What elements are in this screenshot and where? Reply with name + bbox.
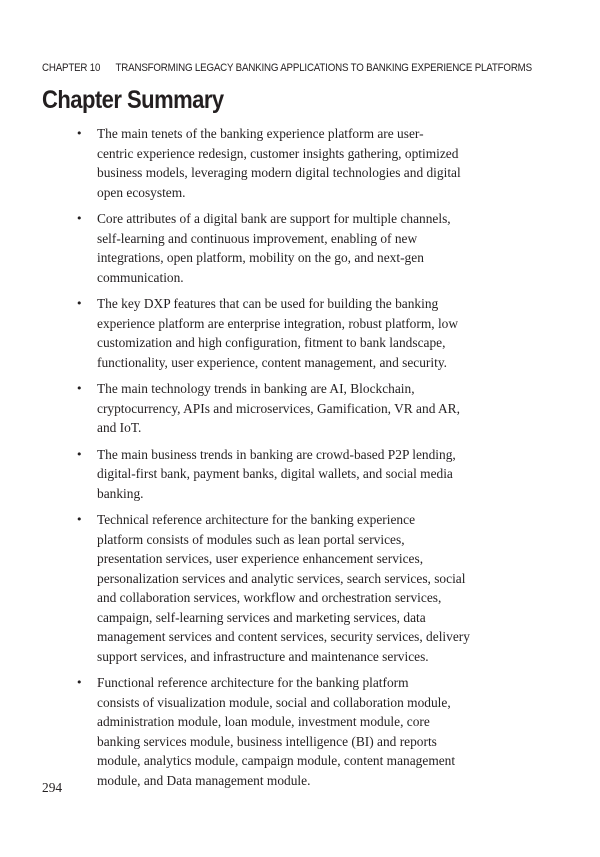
text-line: digital-first bank, payment banks, digital wallets, and social media <box>97 466 453 481</box>
list-item <box>0 510 600 666</box>
text-line: communication. <box>97 269 184 285</box>
text-line: functionality, user experience, content management, and security. <box>97 354 447 370</box>
list-item <box>0 209 600 287</box>
bullet-icon: • <box>76 212 83 225</box>
bullet-icon: • <box>76 382 83 395</box>
text-line: integrations, open platform, mobility on the go, and next-gen <box>97 250 424 265</box>
text-line: consists of visualization module, social and collaboration module, <box>97 694 451 710</box>
bullet-text <box>97 673 600 790</box>
page-number: 294 <box>42 780 63 795</box>
text-line: and collaboration services, workflow and orchestration services, <box>97 590 442 605</box>
text-line: Technical reference architecture for the banking experience <box>97 512 416 527</box>
list-item <box>0 379 600 438</box>
bullet-icon: • <box>76 297 83 310</box>
text-line: business models, leveraging modern digital technologies and digital <box>97 165 461 180</box>
bullet-icon: • <box>76 513 83 526</box>
bullet-text <box>97 379 600 438</box>
text-line: personalization services and analytic services, search services, social <box>97 570 466 586</box>
text-line: The main tenets of the banking experience platform are user- <box>97 126 424 141</box>
running-header <box>42 62 532 74</box>
text-line: Core attributes of a digital bank are support for multiple channels, <box>97 211 451 226</box>
summary-list <box>0 124 600 797</box>
bullet-icon: • <box>76 127 83 140</box>
text-line: banking services module, business intelligence (BI) and reports <box>97 733 437 749</box>
text-line: platform consists of modules such as lean portal services, <box>97 531 405 547</box>
text-line: self-learning and continuous improvement, enabling of new <box>97 230 418 246</box>
text-line: Functional reference architecture for the banking platform <box>97 675 409 690</box>
text-line: open ecosystem. <box>97 184 186 200</box>
list-item <box>0 445 600 504</box>
list-item <box>0 294 600 372</box>
text-line: The main technology trends in banking are AI, Blockchain, <box>97 381 415 396</box>
bullet-icon: • <box>76 676 83 689</box>
text-line: The key DXP features that can be used for building the banking <box>97 296 439 311</box>
text-line: The main business trends in banking are crowd-based P2P lending, <box>97 446 456 462</box>
text-line: and IoT. <box>97 420 142 435</box>
list-item <box>0 673 600 790</box>
text-line: module, and Data management module. <box>97 772 311 788</box>
list-item <box>0 124 600 202</box>
text-line: centric experience redesign, customer insights gathering, optimized <box>97 145 459 161</box>
text-line: support services, and infrastructure and maintenance services. <box>97 648 429 664</box>
bullet-text <box>97 209 600 287</box>
chapter-number: CHAPTER 10 <box>42 62 101 74</box>
text-line: banking. <box>97 485 144 501</box>
text-line: presentation services, user experience enhancement services, <box>97 551 424 566</box>
section-heading: Chapter Summary <box>42 86 224 114</box>
text-line: cryptocurrency, APIs and microservices, Gamification, VR and AR, <box>97 400 460 416</box>
text-line: management services and content services, security services, delivery <box>97 629 470 644</box>
bullet-text <box>97 445 600 504</box>
text-line: module, analytics module, campaign module, content management <box>97 753 456 768</box>
text-line: campaign, self-learning services and marketing services, data <box>97 609 426 625</box>
text-line: administration module, loan module, investment module, core <box>97 714 430 729</box>
text-line: customization and high configuration, fitment to bank landscape, <box>97 335 446 350</box>
bullet-text <box>97 510 600 666</box>
bullet-icon: • <box>76 447 83 461</box>
chapter-title: TRANSFORMING LEGACY BANKING APPLICATIONS TO BANKING EXPERIENCE PLATFORMS <box>115 62 532 74</box>
text-line: experience platform are enterprise integration, robust platform, low <box>97 315 459 331</box>
bullet-text <box>97 294 600 372</box>
bullet-text <box>97 124 600 202</box>
